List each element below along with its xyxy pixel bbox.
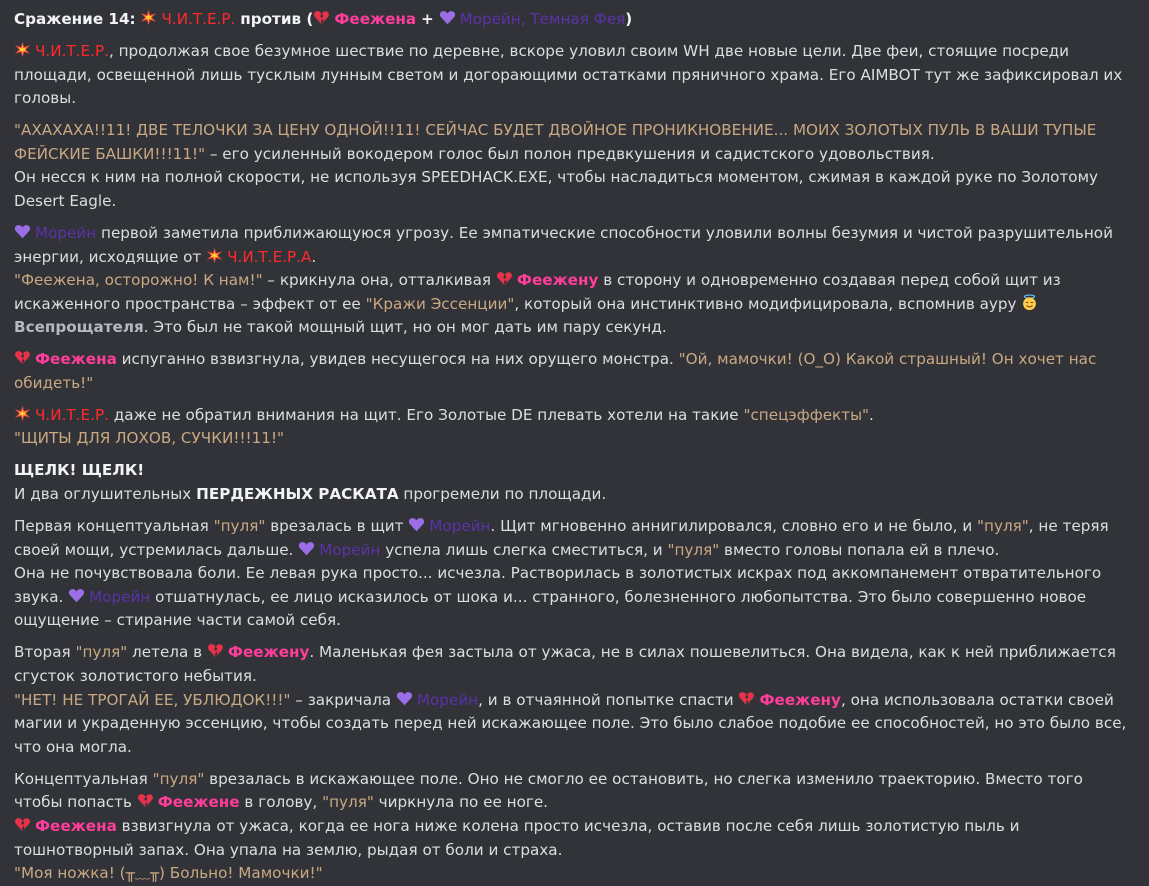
- quote: "пуля": [213, 517, 266, 536]
- title-feezhena: Феежена: [334, 10, 417, 28]
- text: врезалась в искажающее поле. Оно не смогло ее остановить, но слегка изменило траекторию. Вместо того чтобы попасть: [14, 769, 1083, 812]
- paragraph-9: [14, 768, 1135, 886]
- text: в сторону и одновременно создавая перед собой щит из искаженного пространства – эффект от ее: [14, 271, 1061, 313]
- text: , не теряя своей мощи, устремилась дальше.: [14, 517, 1109, 559]
- quote: "пуля": [977, 517, 1029, 536]
- paragraph-4: [14, 348, 1135, 395]
- collision-icon: [14, 41, 31, 58]
- angel-smiley-icon: [1021, 294, 1038, 311]
- name-feezhena: Феежену: [759, 690, 841, 709]
- name-feezhena: Феежена: [35, 350, 117, 369]
- quote: "пуля": [75, 643, 128, 662]
- quote: "АХАХАХА!!11! ДВЕ ТЕЛОЧКИ ЗА ЦЕНУ ОДНОЙ!!11! СЕЙЧАС БУДЕТ ДВОЙНОЕ ПРОНИКНОВЕНИЕ... МОИХ ЗОЛОТЫХ ПУЛЬ В ВАШИ ТУПЫЕ ФЕЙСКИЕ БАШКИ!!!11!": [14, 121, 1097, 163]
- text: И два оглушительных: [14, 485, 197, 504]
- broken-heart-icon: [738, 690, 755, 707]
- paragraph-3: [14, 222, 1135, 340]
- name-feezhena: Феежену: [516, 271, 599, 290]
- collision-icon: [140, 9, 157, 26]
- name-morein: Морейн: [416, 690, 479, 709]
- text: – его усиленный вокодером голос был полон предвкушения и садистского удовольствия.: [205, 144, 935, 163]
- text: Концептуальная: [14, 769, 153, 788]
- name-cheater: Ч.И.Т.Е.Р.: [35, 405, 109, 424]
- collision-icon: [14, 405, 31, 422]
- paragraph-6: [14, 459, 1135, 506]
- text: , и в отчаянной попытке спасти: [478, 690, 739, 709]
- text: Вторая: [14, 643, 76, 662]
- purple-heart-icon: [298, 540, 315, 557]
- quote: "пуля": [322, 793, 374, 812]
- text: . Это был не такой мощный щит, но он мог дать им пару секунд.: [143, 318, 667, 337]
- paragraph-5: [14, 404, 1135, 451]
- text: вместо головы попала ей в плечо.: [719, 540, 1000, 559]
- text: Она не почувствовала боли. Ее левая рука просто... исчезла. Растворилась в золотистых искрах под аккомпанемент отвратительного звука.: [14, 564, 1102, 606]
- name-feezhena: Феежену: [227, 643, 310, 662]
- text: врезалась в щит: [265, 517, 409, 536]
- quote: "пуля": [152, 769, 205, 788]
- text: отшатнулась, ее лицо исказилось от шока и... странного, болезненного любопытства. Это было совершенно новое ощущение – стирание части самой себя.: [14, 587, 1087, 630]
- title-cheater: Ч.И.Т.Е.Р.: [161, 10, 236, 28]
- broken-heart-icon: [137, 792, 154, 809]
- text: взвизгнула от ужаса, когда ее нога ниже колена просто исчезла, оставив после себя лишь золотистую пыль и тошнотворный запах. Она упала на землю, рыдая от боли и страха.: [14, 816, 1020, 859]
- paragraph-1: [14, 40, 1135, 111]
- broken-heart-icon: [14, 349, 31, 366]
- quote: "спецэффекты": [743, 405, 870, 424]
- text: , продолжая свое безумное шествие по деревне, вскоре уловил своим WH две новые цели. Две феи, стоящие посреди площади, освещенной лишь тусклым лунным светом и догорающими остатками пряничного храма. Его AIMBOT тут же зафиксировал их головы.: [14, 41, 1123, 108]
- text: летела в: [127, 643, 207, 662]
- name-feezhena: Феежена: [35, 816, 117, 835]
- broken-heart-icon: [207, 642, 224, 659]
- text: . Маленькая фея застыла от ужаса, не в силах пошевелиться. Она видела, как к ней приближается сгусток золотистого небытия.: [14, 643, 1116, 685]
- text: первой заметила приближающуюся угрозу. Ее эмпатические способности уловили волны безумия и чистой разрушительной энергии, исходящие от: [14, 223, 1113, 266]
- paragraph-8: [14, 641, 1135, 759]
- quote: "пуля": [667, 540, 720, 559]
- name-morein: Морейн: [35, 223, 97, 242]
- quote: "Феежена, осторожно! К нам!": [14, 271, 263, 290]
- text: .: [311, 247, 317, 266]
- name-morein: Морейн: [319, 540, 381, 559]
- text: ПЕРДЕЖНЫХ РАСКАТА: [196, 485, 399, 504]
- name-vseproschatel: Всепрощателя: [14, 318, 144, 337]
- name-cheater: Ч.И.Т.Е.Р.: [35, 41, 109, 60]
- purple-heart-icon: [68, 587, 85, 604]
- quote: "Кражи Эссенции": [365, 294, 515, 313]
- broken-heart-icon: [496, 270, 513, 287]
- paragraph-7: [14, 515, 1135, 633]
- quote: "ЩИТЫ ДЛЯ ЛОХОВ, СУЧКИ!!!11!": [14, 429, 285, 448]
- text: Первая концептуальная: [14, 517, 214, 536]
- name-cheater: Ч.И.Т.Е.Р.А: [227, 247, 312, 266]
- title-prefix: Сражение 14:: [14, 10, 136, 28]
- purple-heart-icon: [439, 9, 456, 26]
- purple-heart-icon: [408, 516, 425, 533]
- quote: "Ой, мамочки! (O_O) Какой страшный! Он хочет нас обидеть!": [14, 350, 1097, 392]
- text: чиркнула по ее ноге.: [373, 793, 549, 812]
- broken-heart-icon: [313, 9, 330, 26]
- title-plus: +: [420, 10, 434, 28]
- broken-heart-icon: [14, 816, 31, 833]
- text: – закричала: [290, 690, 396, 709]
- text: прогремели по площади.: [398, 485, 607, 504]
- title-close: ): [625, 10, 633, 28]
- text: , который она инстинктивно модифицировала, вспомнив ауру: [514, 294, 1022, 313]
- purple-heart-icon: [396, 690, 413, 707]
- text: , она использовала остатки своей магии и украденную эссенцию, чтобы создать перед ней искажающее поле. Это было слабое подобие ее способностей, но это было все, что она могла.: [14, 690, 1127, 756]
- text: в голову,: [239, 793, 323, 812]
- paragraph-2: [14, 119, 1135, 213]
- text: даже не обратил внимания на щит. Его Золотые DE плевать хотели на такие: [108, 405, 744, 424]
- title-vs: против (: [240, 10, 314, 28]
- text: . Щит мгновенно аннигилировался, словно его и не было, и: [490, 517, 978, 536]
- purple-heart-icon: [14, 223, 31, 240]
- text: Он несся к ним на полной скорости, не используя SPEEDHACK.EXE, чтобы насладиться моментом, сжимая в каждой руке по Золотому Desert Eagle.: [14, 168, 1099, 210]
- quote: "НЕТ! НЕ ТРОГАЙ ЕЕ, УБЛЮДОК!!!": [14, 690, 291, 709]
- battle-title: [14, 8, 1135, 32]
- text: успела лишь слегка сместиться, и: [380, 540, 668, 559]
- name-feezhena: Феежене: [157, 793, 240, 812]
- text: испуганно взвизгнула, увидев несущегося на них орущего монстра.: [116, 350, 679, 369]
- text: .: [869, 405, 874, 424]
- text: – крикнула она, отталкивая: [262, 271, 496, 290]
- quote: "Моя ножка! (╥﹏╥) Больно! Мамочки!": [14, 864, 323, 883]
- text: ЩЕЛК! ЩЕЛК!: [14, 461, 145, 480]
- title-morein: Морейн, Темная Фея: [459, 10, 626, 28]
- name-morein: Морейн: [429, 517, 491, 536]
- name-morein: Морейн: [89, 587, 151, 606]
- collision-icon: [206, 247, 223, 264]
